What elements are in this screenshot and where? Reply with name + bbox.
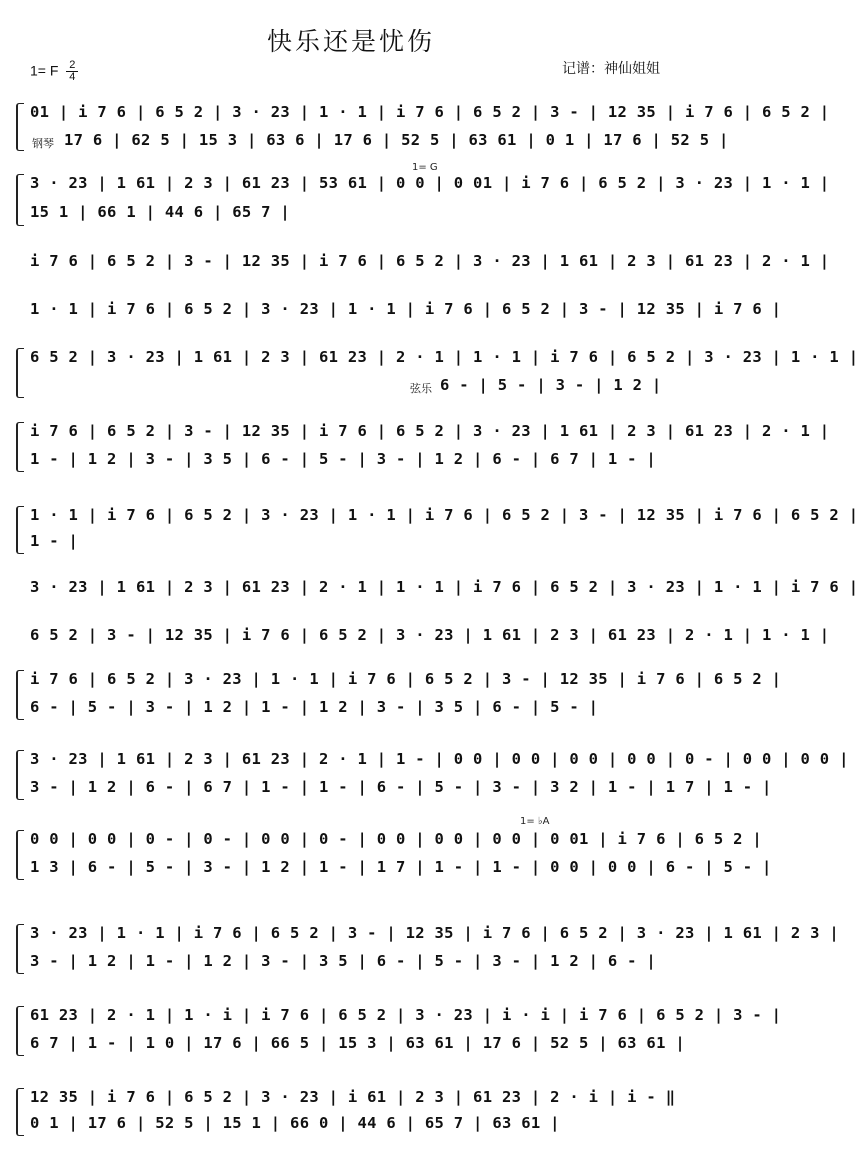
melody-line: 3 · 23 | 1 61 | 2 3 | 61 23 | 2 · 1 | 1 · 1 | i 7 6 | 6 5 2 | 3 · 23 | 1 · 1 | i 7 6 | [30, 578, 858, 596]
time-signature [66, 60, 78, 84]
piano-label: 钢琴 [32, 137, 54, 150]
key-signature [30, 60, 78, 84]
key-label: 1= F [30, 62, 59, 79]
system-bracket [16, 1006, 24, 1056]
transcriber-credit: 记谱：神仙姐姐 [562, 61, 660, 77]
accompaniment-line: 1 - | 1 2 | 3 - | 3 5 | 6 - | 5 - | 3 - | 1 2 | 6 - | 6 7 | 1 - | [30, 450, 657, 468]
accompaniment-line: 3 - | 1 2 | 1 - | 1 2 | 3 - | 3 5 | 6 - | 5 - | 3 - | 1 2 | 6 - | [30, 952, 657, 970]
page-title: 快乐还是忧伤 [266, 27, 435, 56]
melody-line: 3 · 23 | 1 · 1 | i 7 6 | 6 5 2 | 3 - | 12 35 | i 7 6 | 6 5 2 | 3 · 23 | 1 61 | 2 3 | [30, 924, 840, 942]
system-bracket [16, 1088, 24, 1136]
system-bracket [16, 174, 24, 226]
time-numerator: 2 [66, 60, 78, 72]
system-bracket [16, 750, 24, 800]
melody-line: i 7 6 | 6 5 2 | 3 · 23 | 1 · 1 | i 7 6 | 6 5 2 | 3 - | 12 35 | i 7 6 | 6 5 2 | [30, 670, 782, 688]
system-bracket [16, 103, 24, 151]
system-bracket [16, 830, 24, 880]
system-bracket [16, 670, 24, 720]
accompaniment-line: 0 1 | 17 6 | 52 5 | 15 1 | 66 0 | 44 6 | 65 7 | 63 61 | [30, 1114, 560, 1132]
accompaniment-line: 6 7 | 1 - | 1 0 | 17 6 | 66 5 | 15 3 | 63 61 | 17 6 | 52 5 | 63 61 | [30, 1034, 685, 1052]
accompaniment-line: 6 - | 5 - | 3 - | 1 2 | 1 - | 1 2 | 3 - | 3 5 | 6 - | 5 - | [30, 698, 599, 716]
system-bracket [16, 422, 24, 472]
accompaniment-line: 1 3 | 6 - | 5 - | 3 - | 1 2 | 1 - | 1 7 | 1 - | 1 - | 0 0 | 0 0 | 6 - | 5 - | [30, 858, 772, 876]
melody-line: 6 5 2 | 3 - | 12 35 | i 7 6 | 6 5 2 | 3 · 23 | 1 61 | 2 3 | 61 23 | 2 · 1 | 1 · 1 | [30, 626, 830, 644]
accompaniment-line: 1 - | [30, 532, 79, 550]
accompaniment-line: 15 1 | 66 1 | 44 6 | 65 7 | [30, 203, 291, 221]
system-bracket [16, 348, 24, 398]
key-change-g: 1= G [412, 162, 438, 173]
melody-line: 0 0 | 0 0 | 0 - | 0 - | 0 0 | 0 - | 0 0 | 0 0 | 0 0 | 0 01 | i 7 6 | 6 5 2 | [30, 830, 763, 848]
melody-line: i 7 6 | 6 5 2 | 3 - | 12 35 | i 7 6 | 6 5 2 | 3 · 23 | 1 61 | 2 3 | 61 23 | 2 · 1 | [30, 422, 830, 440]
melody-line: 6 5 2 | 3 · 23 | 1 61 | 2 3 | 61 23 | 2 · 1 | 1 · 1 | i 7 6 | 6 5 2 | 3 · 23 | 1 · 1 | [30, 348, 858, 366]
melody-line: 3 · 23 | 1 61 | 2 3 | 61 23 | 2 · 1 | 1 - | 0 0 | 0 0 | 0 0 | 0 0 | 0 - | 0 0 | 0 0 | [30, 750, 849, 768]
melody-line: 01 | i 7 6 | 6 5 2 | 3 · 23 | 1 · 1 | i 7 6 | 6 5 2 | 3 - | 12 35 | i 7 6 | 6 5 2 | [30, 103, 830, 121]
accompaniment-line: 17 6 | 62 5 | 15 3 | 63 6 | 17 6 | 52 5 | 63 61 | 0 1 | 17 6 | 52 5 | [64, 131, 729, 149]
accompaniment-line: 3 - | 1 2 | 6 - | 6 7 | 1 - | 1 - | 6 - | 5 - | 3 - | 3 2 | 1 - | 1 7 | 1 - | [30, 778, 772, 796]
strings-label: 弦乐 [410, 382, 432, 395]
key-change-ab: 1= ♭A [520, 816, 550, 827]
melody-line: 1 · 1 | i 7 6 | 6 5 2 | 3 · 23 | 1 · 1 | i 7 6 | 6 5 2 | 3 - | 12 35 | i 7 6 | [30, 300, 782, 318]
accompaniment-line: 6 - | 5 - | 3 - | 1 2 | [440, 376, 662, 394]
system-bracket [16, 506, 24, 554]
melody-line: 3 · 23 | 1 61 | 2 3 | 61 23 | 53 61 | 0 0 | 0 01 | i 7 6 | 6 5 2 | 3 · 23 | 1 · 1 | [30, 174, 830, 192]
melody-line: 1 · 1 | i 7 6 | 6 5 2 | 3 · 23 | 1 · 1 | i 7 6 | 6 5 2 | 3 - | 12 35 | i 7 6 | 6 5 2 | [30, 506, 858, 524]
time-denominator: 4 [69, 71, 76, 83]
melody-line: 12 35 | i 7 6 | 6 5 2 | 3 · 23 | i 61 | 2 3 | 61 23 | 2 · i | i - ‖ [30, 1088, 676, 1106]
system-bracket [16, 924, 24, 974]
melody-line: i 7 6 | 6 5 2 | 3 - | 12 35 | i 7 6 | 6 5 2 | 3 · 23 | 1 61 | 2 3 | 61 23 | 2 · 1 | [30, 252, 830, 270]
melody-line: 61 23 | 2 · 1 | 1 · i | i 7 6 | 6 5 2 | 3 · 23 | i · i | i 7 6 | 6 5 2 | 3 - | [30, 1006, 782, 1024]
